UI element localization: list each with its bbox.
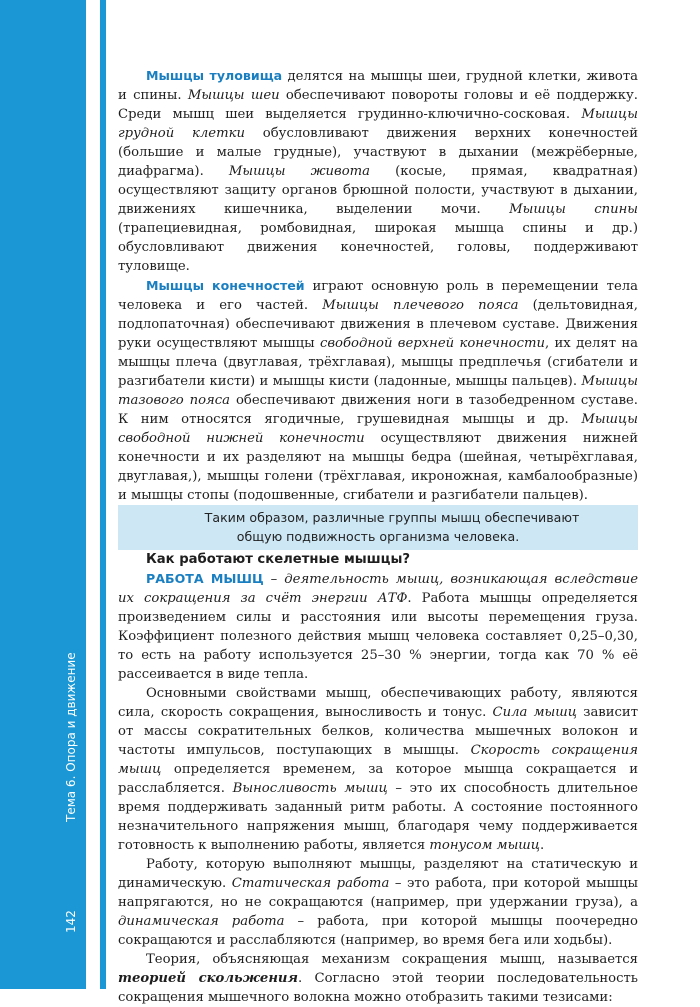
text: , их делят на мышцы плеча (двуглавая, трёхглавая), мышцы предплечья (сгибатели и разгибатели кисти) и мышцы кисти (ладонные, мышцы пальцев). — [118, 336, 638, 389]
paragraph-sliding-theory — [118, 950, 638, 1007]
italic-term: свободной верхней конечности — [319, 336, 545, 351]
text: Основными свойствами мышц, обеспечивающих работу, являются сила, скорость сокращения, выносливость и тонус. — [118, 686, 638, 720]
summary-callout — [118, 505, 638, 550]
term: РАБОТА МЫШЦ — [146, 571, 264, 586]
text: – — [263, 572, 285, 587]
term: Мышцы туловища — [146, 68, 283, 83]
text: зависит от массы сократительных белков, количества мышечных волокон и частоты импульсов, поступающих в мышцы. — [118, 705, 638, 758]
text: . Работа мышцы определяется произведением силы и расстояния или высоты перемещения груза. Коэффициент полезного действия мышц человека составляет 0,25–0,30, то есть на работу используется 25–30 % энергии, тогда как 70 % её рассеивается в виде тепла. — [118, 591, 638, 682]
italic-term: Сила мышц — [492, 705, 577, 720]
term: Мышцы конечностей — [146, 278, 305, 293]
text: обеспечивают повороты головы и её поддержку. Среди мышц шеи выделяется грудинно-ключично-сосковая. — [118, 88, 638, 122]
sidebar — [0, 0, 86, 989]
italic-term: Мышцы шеи — [187, 88, 280, 103]
text: делятся на мышцы шеи, грудной клетки, живота и спины. — [118, 69, 638, 103]
bold-term: теорией скольжения — [118, 971, 299, 986]
text: – это их способность длительное время поддерживать заданный ритм работы. А состояние постоянного незначительного напряжения мышц, благодаря чему поддерживается готовность к выполнению работы, является — [118, 781, 638, 853]
text: (дельтовидная, подлопаточная) обеспечивают движения в плечевом суставе. Движения руки осуществляют мышцы — [118, 298, 638, 351]
page-content — [118, 66, 638, 1007]
paragraph-trunk-muscles — [118, 66, 638, 276]
italic-term: динамическая работа — [118, 914, 285, 929]
italic-term: Мышцы плечевого пояса — [322, 298, 519, 313]
italic-term: Выносливость мышц — [232, 781, 388, 796]
topic-text: Тема 6. Опора и движение — [64, 652, 78, 822]
callout-line: общую подвижность организма человека. — [236, 529, 520, 544]
italic-term: Мышцы тазового пояса — [118, 374, 638, 408]
paragraph-properties — [118, 684, 638, 855]
italic-term: Мышцы свободной нижней конечности — [118, 412, 638, 446]
text: Теория, объясняющая механизм сокращения мышц, называется — [146, 952, 638, 967]
topic-label — [56, 652, 86, 822]
page-number — [56, 905, 86, 935]
paragraph-work-types — [118, 855, 638, 950]
text: (косые, прямая, квадратная) осуществляют защиту органов брюшной полости, участвуют в дыхании, движениях кишечника, выделении мочи. — [118, 164, 638, 217]
section-heading: Как работают скелетные мышцы? — [146, 552, 411, 567]
sidebar-stripe — [86, 0, 100, 989]
text: Работу, которую выполняют мышцы, разделяют на статическую и динамическую. — [118, 857, 638, 891]
text: (трапециевидная, ромбовидная, широкая мышца спины и др.) обусловливают движения конечностей, головы, поддерживают туловище. — [118, 221, 638, 274]
text: играют основную роль в перемещении тела человека и его частей. — [118, 279, 638, 313]
text: обусловливают движения верхних конечностей (большие и малые грудные), участвуют в дыхании (межрёберные, диафрагма). — [118, 126, 638, 179]
text: – это работа, при которой мышцы напрягаются, но не сокращаются (например, при удержании груза), а — [118, 876, 639, 910]
definition: деятельность мышц, возникающая вследствие их сокращения за счёт энергии АТФ — [118, 572, 638, 606]
text: . Согласно этой теории последовательность сокращения мышечного волокна можно отобразить такими тезисами: — [118, 971, 638, 1005]
text: определяется временем, за которое мышца сокращается и расслабляется. — [118, 762, 638, 796]
page-number-text: 142 — [64, 910, 78, 933]
text: осуществляют движения нижней конечности и их разделяют на мышцы бедра (шейная, четырёхглавая, двуглавая,), мышцы голени (трёхглавая, икроножная, камбалообразные) и мышцы стопы (подошвенные, сгибатели и разгибатели пальцев). — [118, 431, 638, 503]
italic-term: Статическая работа — [231, 876, 390, 891]
paragraph-muscle-work — [118, 569, 638, 684]
text: – работа, при которой мышцы поочередно сокращаются и расслабляются (например, во время бега или ходьбы). — [118, 914, 639, 948]
sidebar-edge — [100, 0, 106, 989]
callout-line: Таким образом, различные группы мышц обеспечивают — [204, 510, 580, 525]
text: обеспечивают движения ноги в тазобедренном суставе. К ним относятся ягодичные, грушевидная мышцы и др. — [118, 393, 638, 427]
text: . — [540, 838, 545, 853]
italic-term: Скорость сокращения мышц — [118, 743, 638, 777]
italic-term: Мышцы живота — [228, 164, 371, 179]
italic-term: Мышцы грудной клетки — [118, 107, 638, 141]
italic-term: Мышцы спины — [509, 202, 639, 217]
italic-term: тонусом мышц — [429, 838, 541, 853]
paragraph-limb-muscles — [118, 276, 638, 505]
